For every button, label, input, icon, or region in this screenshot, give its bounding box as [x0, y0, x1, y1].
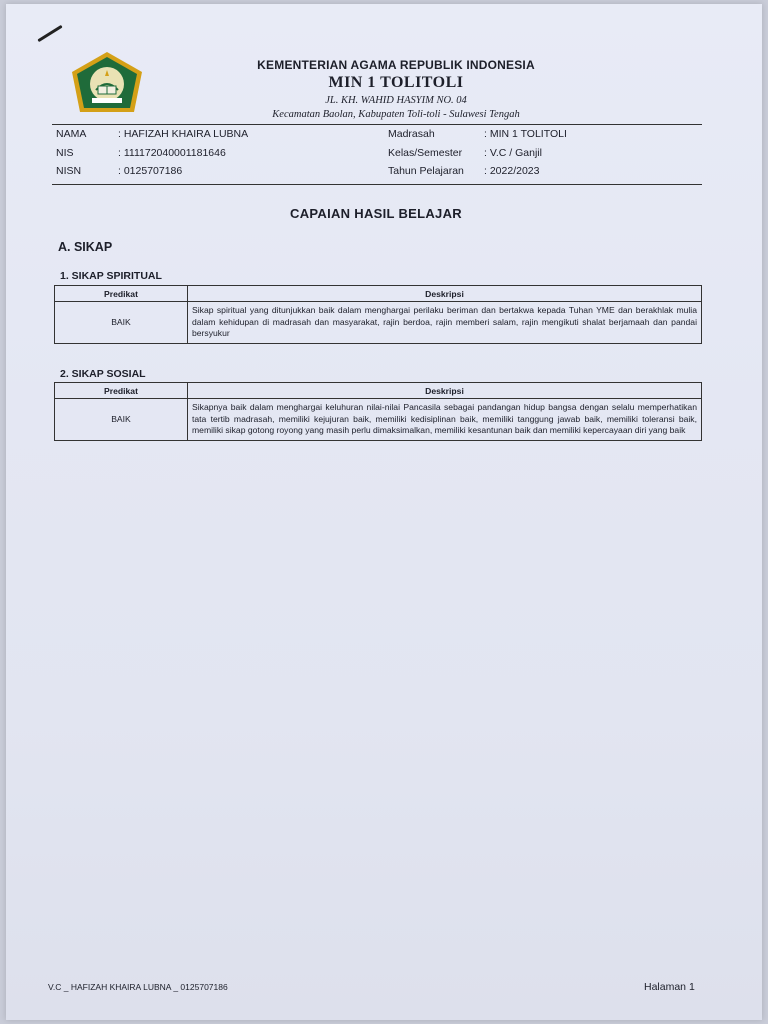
spiritual-heading: 1. SIKAP SPIRITUAL — [60, 270, 162, 282]
sosial-deskripsi: Sikapnya baik dalam menghargai keluhuran nilai-nilai Pancasila sebagai pandangan hidup bangsa dengan selalu memperhatikan tata tertib madrasah, memiliki kejujuran baik, memiliki kedisiplinan baik, memiliki tanggung jawab baik, memiliki toleransi baik, memiliki sikap gotong royong yang masih perlu dimaksimalkan, memiliki kesantunan baik dan memiliki kepercayaan diri yang baik — [188, 399, 702, 441]
school-address: JL. KH. WAHID HASYIM NO. 04 — [325, 95, 467, 106]
ministry-logo-icon — [68, 50, 146, 116]
spiritual-table — [54, 285, 702, 344]
kelas-value: : V.C / Ganjil — [484, 147, 542, 159]
spiritual-predikat: BAIK — [55, 302, 188, 344]
sosial-table — [54, 382, 702, 441]
info-divider — [52, 184, 702, 185]
name-value: : HAFIZAH KHAIRA LUBNA — [118, 128, 249, 140]
nisn-label: NISN — [56, 165, 82, 177]
spiritual-col-deskripsi: Deskripsi — [188, 286, 702, 302]
ministry-name: KEMENTERIAN AGAMA REPUBLIK INDONESIA — [257, 58, 535, 72]
spiritual-deskripsi: Sikap spiritual yang ditunjukkan baik dalam menghargai perilaku beriman dan bertakwa kepada Tuhan YME dan berakhlak mulia dalam kehidupan di madrasah dan masyarakat, rajin berdoa, rajin memberi salam, rajin mengikuti shalat berjamaah dan pandai bersyukur — [188, 302, 702, 344]
nis-value: : 111172040001181646 — [118, 147, 226, 159]
nisn-value: : 0125707186 — [118, 165, 183, 177]
sosial-col-predikat: Predikat — [55, 383, 188, 399]
section-heading-sikap: A. SIKAP — [58, 240, 113, 254]
madrasah-label: Madrasah — [388, 128, 435, 140]
tahun-label: Tahun Pelajaran — [388, 165, 464, 177]
school-district: Kecamatan Baolan, Kabupaten Toli-toli - Sulawesi Tengah — [272, 109, 520, 120]
page-title: CAPAIAN HASIL BELAJAR — [290, 206, 462, 221]
sosial-col-deskripsi: Deskripsi — [188, 383, 702, 399]
letterhead — [206, 58, 586, 120]
school-name: MIN 1 TOLITOLI — [328, 74, 464, 91]
madrasah-value: : MIN 1 TOLITOLI — [484, 128, 567, 140]
tahun-value: : 2022/2023 — [484, 165, 540, 177]
page-number: Halaman 1 — [644, 981, 695, 993]
name-label: NAMA — [56, 128, 87, 140]
spiritual-col-predikat: Predikat — [55, 286, 188, 302]
sosial-heading: 2. SIKAP SOSIAL — [60, 368, 146, 380]
header-divider — [52, 124, 702, 125]
nis-label: NIS — [56, 147, 74, 159]
footer-student-id: V.C _ HAFIZAH KHAIRA LUBNA _ 0125707186 — [48, 982, 228, 992]
sosial-predikat: BAIK — [55, 399, 188, 441]
report-page — [6, 4, 762, 1020]
pen-mark — [37, 25, 62, 42]
kelas-label: Kelas/Semester — [388, 147, 463, 159]
